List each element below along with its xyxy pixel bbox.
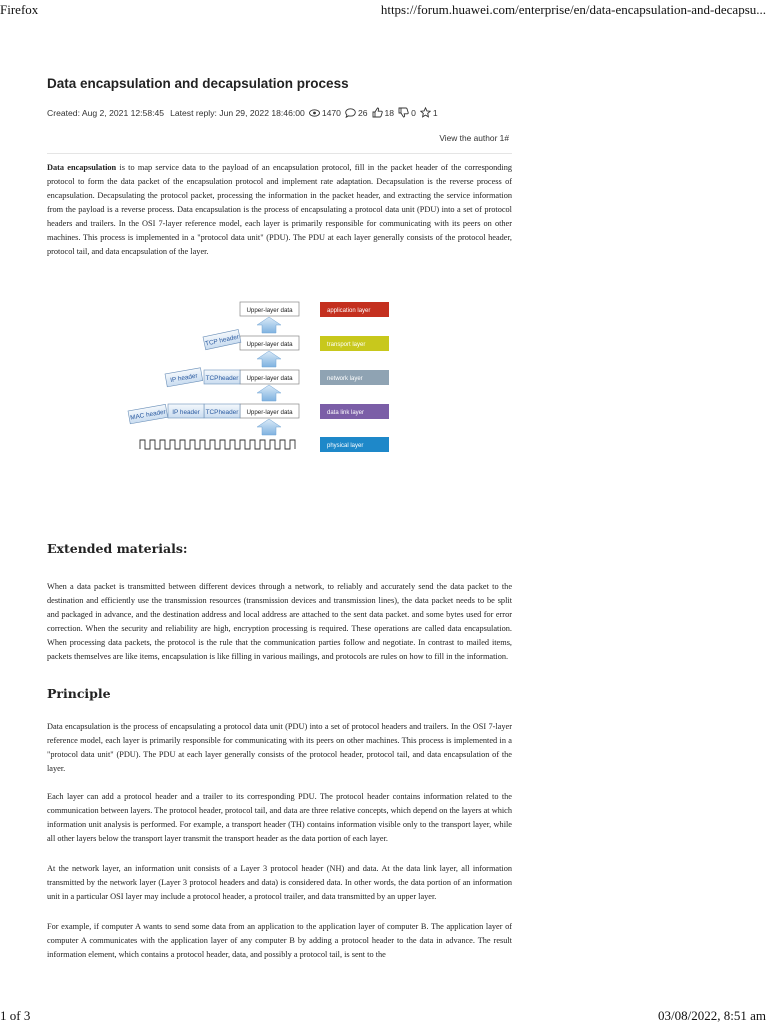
favorite-count: 1 [432,107,438,118]
latest-reply-date: Latest reply: Jun 29, 2022 18:46:00 [170,107,305,118]
extended-heading: Extended materials: [47,541,188,556]
post-meta [47,107,512,118]
print-datetime: 03/08/2022, 8:51 am [658,1008,766,1023]
thumbs-down-icon[interactable] [398,107,409,118]
mac-header-tilted-label: MAC header [129,408,167,422]
tcp-header-tilted-label: TCP header [204,333,240,348]
tcp-header-net-label: TCPheader [205,375,239,382]
dislike-count: 0 [411,107,416,118]
print-footer [0,1008,768,1024]
post-title: Data encapsulation and decapsulation process [47,76,349,91]
ip-header-link-label: IP header [172,409,200,416]
data-box-4-label: Upper-layer data [246,409,293,416]
application-layer-label: application layer [327,308,371,314]
encapsulation-diagram-svg [47,299,512,479]
view-author-link[interactable]: View the author 1# [439,133,509,143]
intro-bold-term: Data encapsulation [47,163,117,172]
network-layer-label: network layer [327,376,363,382]
star-icon[interactable] [420,107,431,118]
eye-icon [309,107,320,118]
principle-heading: Principle [47,686,111,701]
data-box-2-label: Upper-layer data [246,341,293,348]
tcp-header-link-label: TCPheader [205,409,239,416]
page-number: 1 of 3 [0,1008,31,1023]
comment-icon[interactable] [345,107,356,118]
extended-paragraph: When a data packet is transmitted between different devices through a network, to reliably and accurately send the data packet to the destination and efficiently use the transmission resources (transmission devices and transmission lines), the data packet needs to be split and packaged in advance, and the destination address and local address are attached to the sent data packet. and some bytes used for error correction. When the security and reliability are high, encryption processing is required. These operations are called data encapsulation. When processing data packets, the protocol is the rule that the communication parties follow and negotiate. In contrast to mailed items, packets themselves are like items, encapsulation is like filling in various mailings, and protocols are rules on how to fill in the information. [47,582,512,661]
up-arrow-4 [257,419,281,435]
ip-header-tilted-label: IP header [169,372,199,385]
principle-paragraph-4: For example, if computer A wants to send some data from an application to the application layer of computer B. The application layer of computer A communicates with the application layer of any computer B by adding a protocol header to the data in advance. The result information element, which contains a protocol header, data, and possibly a protocol tail, is sent to the [47,922,512,959]
encapsulation-diagram [47,299,512,479]
principle-paragraph-3: At the network layer, an information unit consists of a Layer 3 protocol header (NH) and data. At the data link layer, all information transmitted by the network layer (Layer 3 protocol headers and data) is considered data. In other words, the data portion of an information unit in a particular OSI layer may include a protocol header, a protocol trailer, and data transmitted by an upper layer. [47,864,512,901]
view-count: 1470 [321,107,341,118]
print-header-url[interactable]: https://forum.huawei.com/enterprise/en/data-encapsulation-and-decapsu... [380,2,766,17]
print-header-app: Firefox [0,2,39,17]
data-box-3-label: Upper-layer data [246,375,293,382]
data-link-layer-label: data link layer [327,410,365,416]
comment-count: 26 [357,107,368,118]
up-arrow-1 [257,317,281,333]
physical-layer-label: physical layer [327,443,364,449]
created-date: Created: Aug 2, 2021 12:58:45 [47,107,165,118]
data-box-1-label: Upper-layer data [246,307,293,314]
intro-paragraph [47,161,512,259]
post-content [47,70,512,962]
thumbs-up-icon[interactable] [372,107,383,118]
up-arrow-2 [257,351,281,367]
print-header [0,2,768,20]
principle-paragraph-1: Data encapsulation is the process of encapsulating a protocol data unit (PDU) into a set of protocol headers and trailers. In the OSI 7-layer reference model, each layer is primarily responsible for communicating with its peers on other machines. This process is implemented in a "protocol data unit" (PDU). The PDU at each layer generally consists of the protocol header, protocol tail, and data encapsulation of the layer. [47,722,512,773]
up-arrow-3 [257,385,281,401]
transport-layer-label: transport layer [327,342,366,348]
like-count: 18 [384,107,395,118]
intro-text: is to map service data to the payload of an encapsulation protocol, fill in the packet header of the corresponding protocol to form the data packet of the encapsulation protocol and implement rate adaptation. Decapsulation is the reverse process of encapsulation. Decapsulating the protocol packet, processing the information in the packet header, and extracting the service information from the payload is a reverse process. Data encapsulation is the process of encapsulating a protocol data unit (PDU) into a set of protocol headers and trailers. In the OSI 7-layer reference model, each layer is primarily responsible for communicating with its peers on other machines. This process is implemented in a "protocol data unit" (PDU). The PDU at each layer generally consists of the protocol header, protocol tail, and data encapsulation of the layer. [47,163,513,256]
principle-paragraph-2: Each layer can add a protocol header and a trailer to its corresponding PDU. The protocol header contains information related to the communication between layers. The protocol header, protocol tail, and data are three relative concepts, which depend on the layers at which information unit analysis is performed. For example, a transport header (TH) contains information visible only to the transport layer, while all other layers below the transport layer transmit the transport header as the data portion of each layer. [47,792,512,843]
physical-signal-wave [140,440,295,449]
divider [47,153,512,154]
